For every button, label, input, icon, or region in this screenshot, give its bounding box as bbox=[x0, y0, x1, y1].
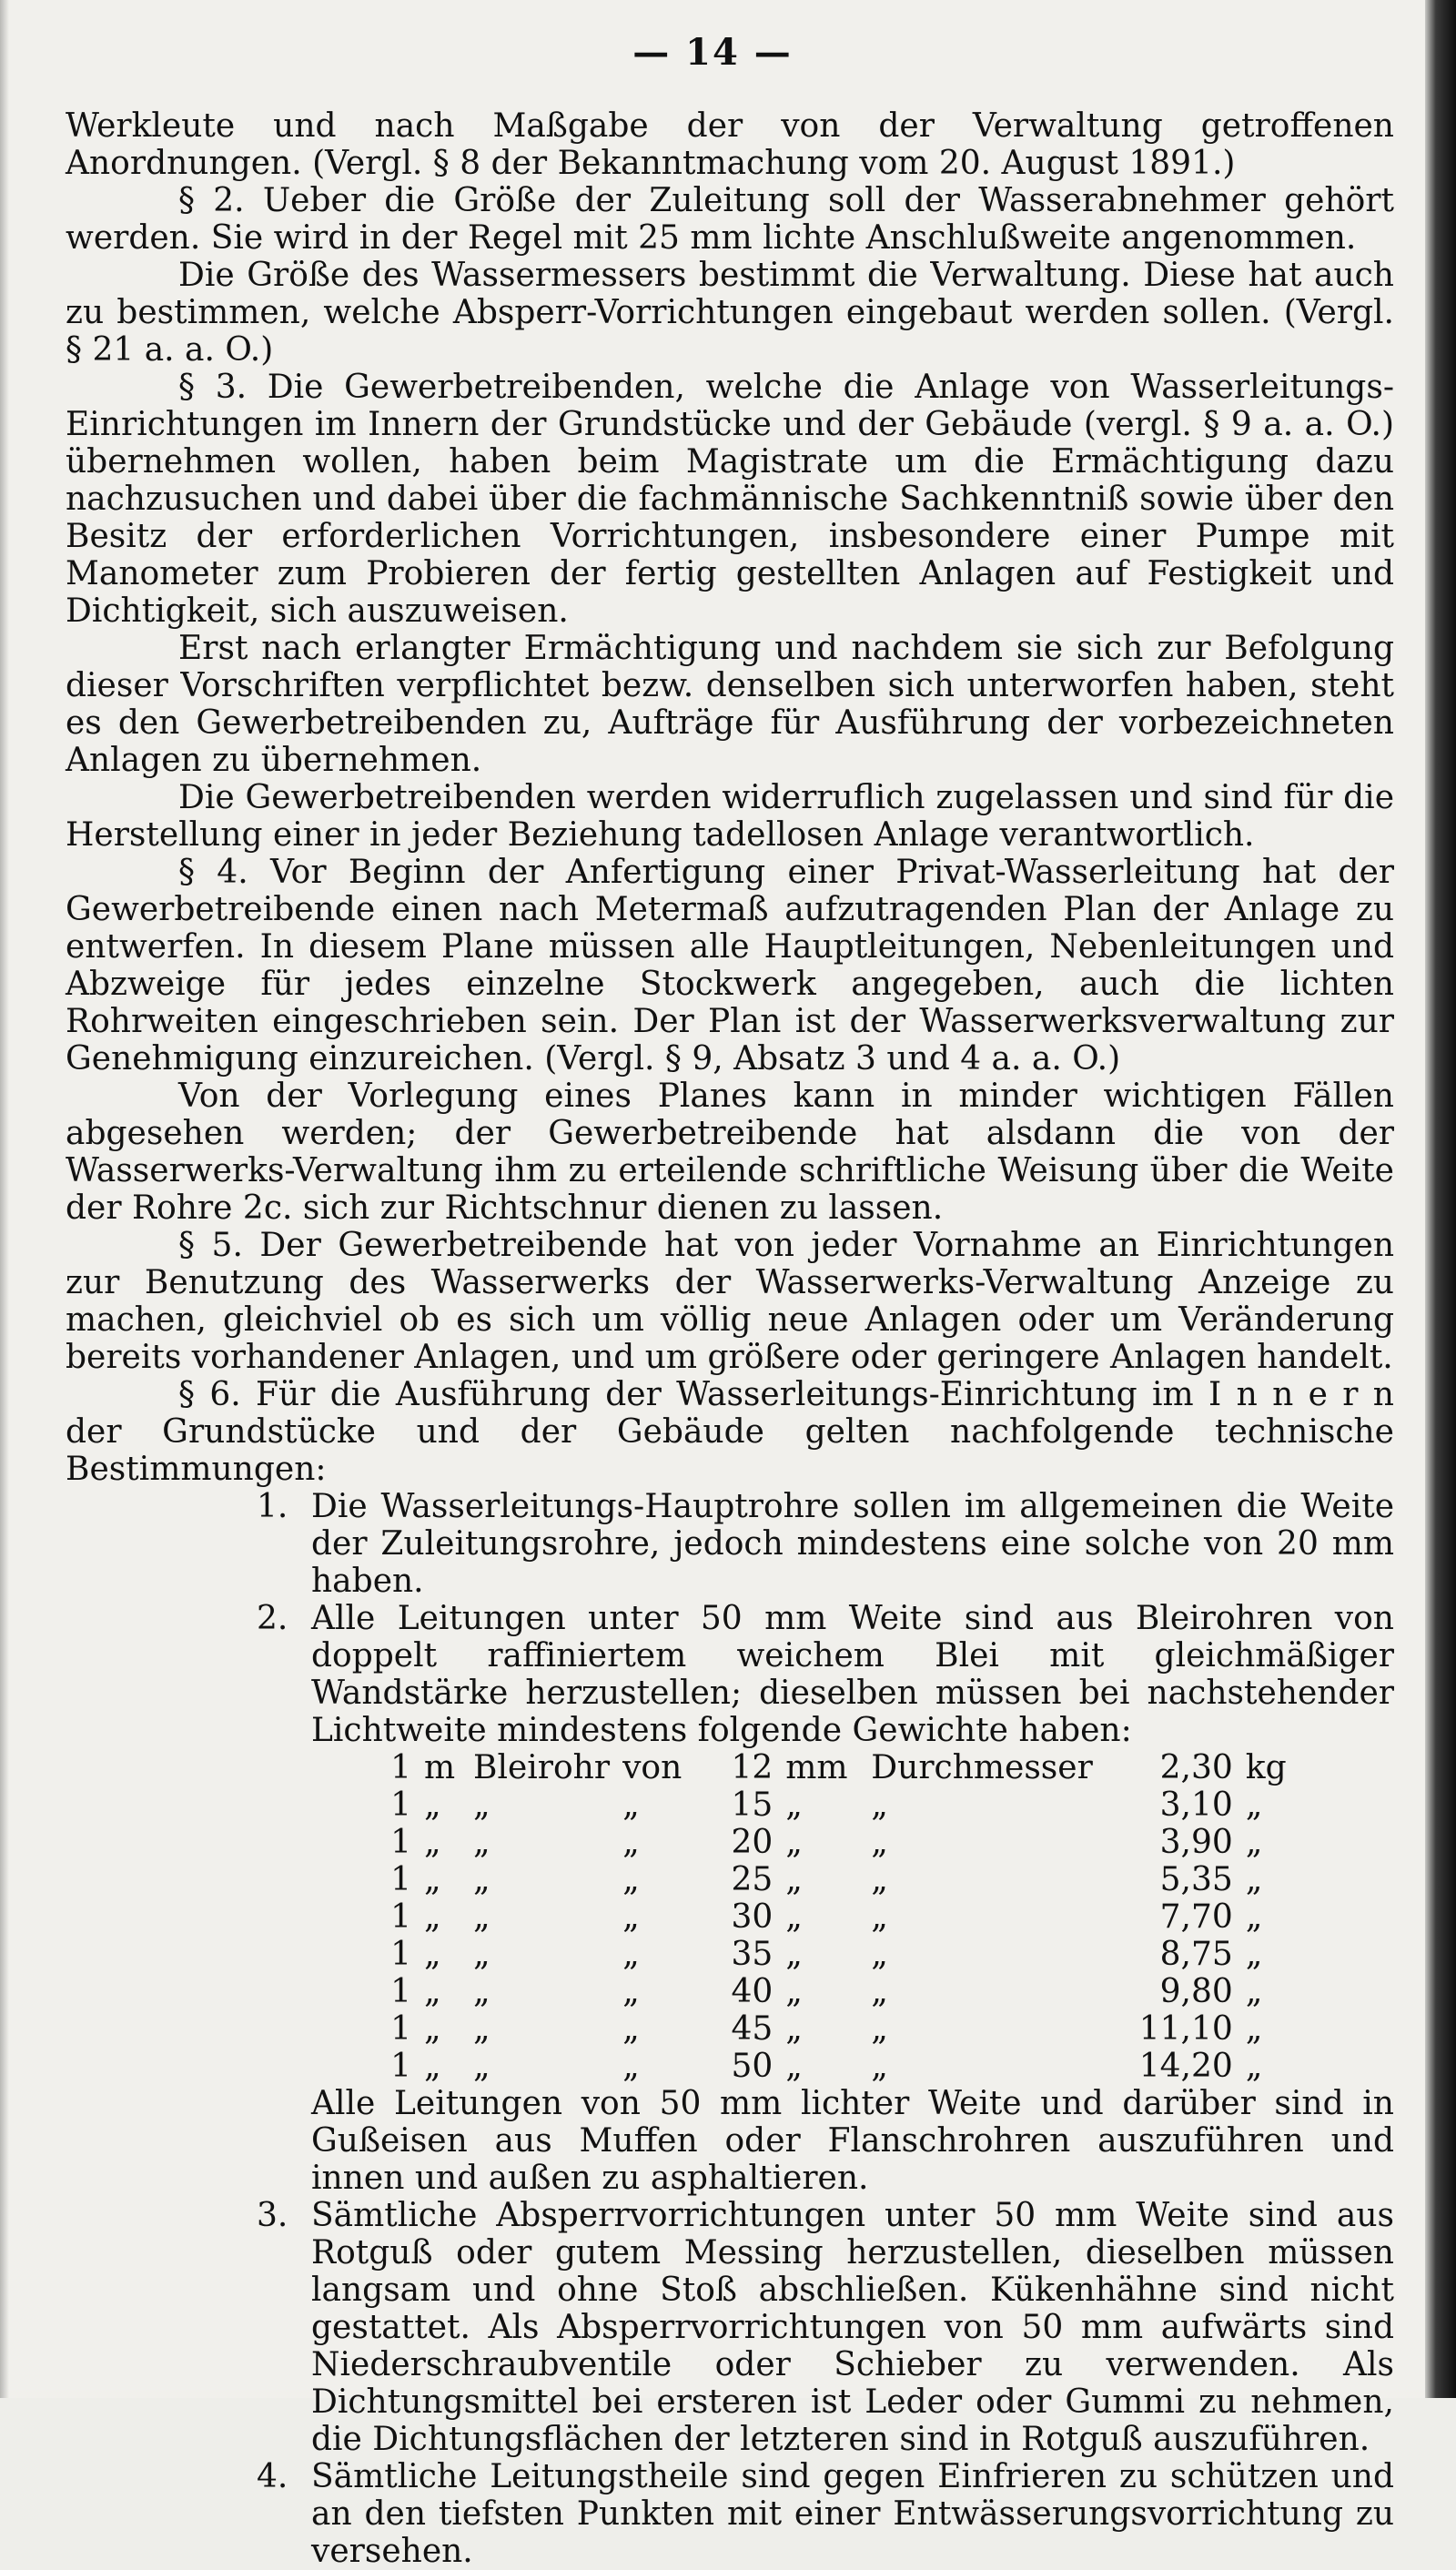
table-cell: „ bbox=[424, 1936, 441, 1973]
list-item-3 bbox=[66, 2197, 1394, 2458]
list-text: Alle Leitungen unter 50 mm Weite sind aus Bleirohren von doppelt raffiniertem weichem Blei mit gleichmäßiger Wandstärke herzustellen; dieselben müssen bei nachstehender Lichtweite mindestens folgende Gewichte haben: bbox=[311, 1600, 1394, 1749]
table-cell: „ bbox=[622, 2048, 640, 2085]
table-cell: „ bbox=[1245, 1973, 1263, 2010]
table-row bbox=[375, 1936, 1313, 1973]
table-cell: „ bbox=[1245, 1898, 1263, 1936]
table-cell: „ bbox=[785, 1786, 803, 1824]
table-cell: 1 bbox=[390, 1898, 411, 1936]
paragraph-section-5: § 5. Der Gewerbetreibende hat von jeder Vornahme an Einrichtungen zur Benutzung des Wasserwerks der Wasserwerks-Verwaltung Anzeige zu machen, gleichviel ob es sich um völlig neue Anlagen oder um Veränderung bereits vorhandener Anlagen, und um größere oder geringere Anlagen handelt. bbox=[66, 1227, 1394, 1376]
table-row bbox=[375, 2010, 1313, 2048]
table-cell: „ bbox=[785, 1936, 803, 1973]
table-cell: „ bbox=[473, 1824, 490, 1861]
table-cell: „ bbox=[1245, 2010, 1263, 2048]
table-cell: „ bbox=[473, 1898, 490, 1936]
table-cell: „ bbox=[785, 1898, 803, 1936]
table-cell: 1 bbox=[390, 1973, 411, 2010]
table-cell: „ bbox=[1245, 1936, 1263, 1973]
table-cell: „ bbox=[473, 1973, 490, 2010]
table-cell: „ bbox=[785, 2048, 803, 2085]
paragraph-continuation: Werkleute und nach Maßgabe der von der Verwaltung getroffenen Anordnungen. (Vergl. § 8 der Bekanntmachung vom 20. August 1891.) bbox=[66, 107, 1394, 182]
table-cell: kg bbox=[1245, 1749, 1287, 1786]
table-cell: „ bbox=[785, 2010, 803, 2048]
table-cell: 14,20 bbox=[1138, 2048, 1233, 2085]
table-cell: „ bbox=[871, 2048, 888, 2085]
table-cell: 35 bbox=[731, 1936, 774, 1973]
table-cell: „ bbox=[473, 2010, 490, 2048]
table-cell: 1 bbox=[390, 2048, 411, 2085]
table-cell: von bbox=[622, 1749, 682, 1786]
list-item-2 bbox=[66, 1600, 1394, 1749]
list-number: 2. bbox=[257, 1600, 288, 1637]
table-cell: „ bbox=[424, 1973, 441, 2010]
table-cell: 45 bbox=[731, 2010, 774, 2048]
lead-pipe-weights-table bbox=[375, 1749, 1313, 2085]
list-number: 4. bbox=[257, 2458, 288, 2495]
page-edge-right bbox=[1425, 0, 1456, 2398]
table-cell: Bleirohr bbox=[473, 1749, 611, 1786]
list-text: Sämtliche Absperrvorrichtungen unter 50 mm Weite sind aus Rotguß oder gutem Messing herzustellen, dieselben müssen langsam und ohne Stoß abschließen. Kükenhähne sind nicht gestattet. Als Absperrvorrichtungen von 50 mm aufwärts sind Niederschraubventile oder Schieber zu verwenden. Als Dichtungsmittel bei ersteren ist Leder oder Gummi zu nehmen, die Dichtungsflächen der letzteren sind in Rotguß auszuführen. bbox=[311, 2197, 1394, 2458]
table-cell: „ bbox=[622, 1973, 640, 2010]
table-cell: 11,10 bbox=[1138, 2010, 1233, 2048]
table-row bbox=[375, 1861, 1313, 1898]
table-cell: „ bbox=[622, 1786, 640, 1824]
table-cell: „ bbox=[785, 1824, 803, 1861]
table-cell: 30 bbox=[731, 1898, 774, 1936]
table-cell: 5,35 bbox=[1159, 1861, 1233, 1898]
table-cell: „ bbox=[1245, 1786, 1263, 1824]
table-cell: 15 bbox=[731, 1786, 774, 1824]
list-text: Die Wasserleitungs-Hauptrohre sollen im allgemeinen die Weite der Zuleitungsrohre, jedoch mindestens eine solche von 20 mm haben. bbox=[311, 1488, 1394, 1600]
list-number: 1. bbox=[257, 1488, 288, 1525]
paragraph-authorization: Erst nach erlangter Ermächtigung und nachdem sie sich zur Befolgung dieser Vorschriften verpflichtet bezw. denselben sich unterworfen haben, steht es den Gewerbetreibenden zu, Aufträge für Ausführung der vorbezeichneten Anlagen zu übernehmen. bbox=[66, 630, 1394, 779]
table-cell: „ bbox=[424, 2048, 441, 2085]
table-cell: 1 bbox=[390, 1861, 411, 1898]
table-cell: „ bbox=[622, 1824, 640, 1861]
table-cell: 1 bbox=[390, 1749, 411, 1786]
table-cell: Durchmesser bbox=[871, 1749, 1093, 1786]
table-cell: „ bbox=[622, 2010, 640, 2048]
paragraph-section-6: § 6. Für die Ausführung der Wasserleitungs-Einrichtung im I n n e r n der Grundstücke und der Gebäude gelten nachfolgende technische Bestimmungen: bbox=[66, 1376, 1394, 1488]
table-cell: „ bbox=[622, 1861, 640, 1898]
table-cell: „ bbox=[473, 1936, 490, 1973]
table-cell: 1 bbox=[390, 1786, 411, 1824]
paragraph-cast-iron: Alle Leitungen von 50 mm lichter Weite und darüber sind in Gußeisen aus Muffen oder Flanschrohren auszuführen und innen und außen zu asphaltieren. bbox=[311, 2085, 1394, 2197]
table-cell: „ bbox=[424, 2010, 441, 2048]
table-cell: 25 bbox=[731, 1861, 774, 1898]
paragraph-section-3: § 3. Die Gewerbetreibenden, welche die Anlage von Wasserleitungs-Einrichtungen im Innern der Grundstücke und der Gebäude (vergl. § 9 a. a. O.) übernehmen wollen, haben beim Magistrate um die Ermächtigung dazu nachzusuchen und dabei über die fachmännische Sachkenntniß sowie über den Besitz der erforderlichen Vorrichtungen, insbesondere einer Pumpe mit Manometer zum Probieren der fertig gestellten Anlagen auf Festigkeit und Dichtigkeit, sich auszuweisen. bbox=[66, 369, 1394, 630]
table-cell: „ bbox=[473, 1786, 490, 1824]
table-cell: „ bbox=[424, 1786, 441, 1824]
table-row bbox=[375, 2048, 1313, 2085]
table-cell: 12 bbox=[731, 1749, 774, 1786]
list-item-1 bbox=[66, 1488, 1394, 1600]
table-cell: „ bbox=[785, 1861, 803, 1898]
table-row bbox=[375, 1898, 1313, 1936]
table-row bbox=[375, 1973, 1313, 2010]
table-cell: „ bbox=[622, 1898, 640, 1936]
table-cell: m bbox=[424, 1749, 456, 1786]
table-cell: „ bbox=[871, 1861, 888, 1898]
table-cell: „ bbox=[871, 2010, 888, 2048]
paragraph-section-2: § 2. Ueber die Größe der Zuleitung soll der Wasserabnehmer gehört werden. Sie wird in der Regel mit 25 mm lichte Anschlußweite angenommen. bbox=[66, 182, 1394, 257]
table-cell: 40 bbox=[731, 1973, 774, 2010]
paragraph-plan-exemption: Von der Vorlegung eines Planes kann in minder wichtigen Fällen abgesehen werden; der Gewerbetreibende hat alsdann die von der Wasserwerks-Verwaltung ihm zu erteilende schriftliche Weisung über die Weite der Rohre 2c. sich zur Richtschnur dienen zu lassen. bbox=[66, 1078, 1394, 1227]
table-cell: „ bbox=[622, 1936, 640, 1973]
table-cell: „ bbox=[871, 1898, 888, 1936]
table-cell: 1 bbox=[390, 2010, 411, 2048]
table-row bbox=[375, 1786, 1313, 1824]
document-body bbox=[66, 107, 1394, 2570]
table-row bbox=[375, 1749, 1313, 1786]
table-cell: „ bbox=[871, 1786, 888, 1824]
table-cell: 1 bbox=[390, 1824, 411, 1861]
table-cell: „ bbox=[1245, 1824, 1263, 1861]
list-number: 3. bbox=[257, 2197, 288, 2234]
table-cell: „ bbox=[871, 1973, 888, 2010]
table-cell: 7,70 bbox=[1159, 1898, 1233, 1936]
table-cell: 3,10 bbox=[1159, 1786, 1233, 1824]
table-row bbox=[375, 1824, 1313, 1861]
table-cell: 20 bbox=[731, 1824, 774, 1861]
table-cell: „ bbox=[424, 1861, 441, 1898]
page-number: — 14 — bbox=[632, 31, 793, 74]
table-cell: „ bbox=[871, 1936, 888, 1973]
paragraph-revocable: Die Gewerbetreibenden werden widerruflich zugelassen und sind für die Herstellung einer in jeder Beziehung tadellosen Anlage verantwortlich. bbox=[66, 779, 1394, 854]
table-cell: „ bbox=[871, 1824, 888, 1861]
table-cell: 50 bbox=[731, 2048, 774, 2085]
page-edge-left bbox=[0, 0, 9, 2398]
table-cell: 2,30 bbox=[1159, 1749, 1233, 1786]
table-cell: „ bbox=[473, 1861, 490, 1898]
list-text: Sämtliche Leitungstheile sind gegen Einfrieren zu schützen und an den tiefsten Punkten mit einer Entwässerungsvorrichtung zu versehen. bbox=[311, 2458, 1394, 2570]
table-cell: 9,80 bbox=[1159, 1973, 1233, 2010]
table-cell: „ bbox=[473, 2048, 490, 2085]
table-cell: „ bbox=[424, 1898, 441, 1936]
table-cell: 1 bbox=[390, 1936, 411, 1973]
paragraph-water-meter: Die Größe des Wassermessers bestimmt die Verwaltung. Diese hat auch zu bestimmen, welche Absperr-Vorrichtungen eingebaut werden sollen. (Vergl. § 21 a. a. O.) bbox=[66, 257, 1394, 369]
table-cell: „ bbox=[1245, 1861, 1263, 1898]
table-cell: 3,90 bbox=[1159, 1824, 1233, 1861]
paragraph-section-4: § 4. Vor Beginn der Anfertigung einer Privat-Wasserleitung hat der Gewerbetreibende einen nach Metermaß aufzutragenden Plan der Anlage zu entwerfen. In diesem Plane müssen alle Hauptleitungen, Nebenleitungen und Abzweige für jedes einzelne Stockwerk angegeben, auch die lichten Rohrweiten eingeschrieben sein. Der Plan ist der Wasserwerksverwaltung zur Genehmigung einzureichen. (Vergl. § 9, Absatz 3 und 4 a. a. O.) bbox=[66, 854, 1394, 1078]
table-cell: „ bbox=[785, 1973, 803, 2010]
table-cell: „ bbox=[424, 1824, 441, 1861]
table-cell: mm bbox=[785, 1749, 848, 1786]
table-cell: „ bbox=[1245, 2048, 1263, 2085]
list-item-4 bbox=[66, 2458, 1394, 2570]
table-cell: 8,75 bbox=[1159, 1936, 1233, 1973]
